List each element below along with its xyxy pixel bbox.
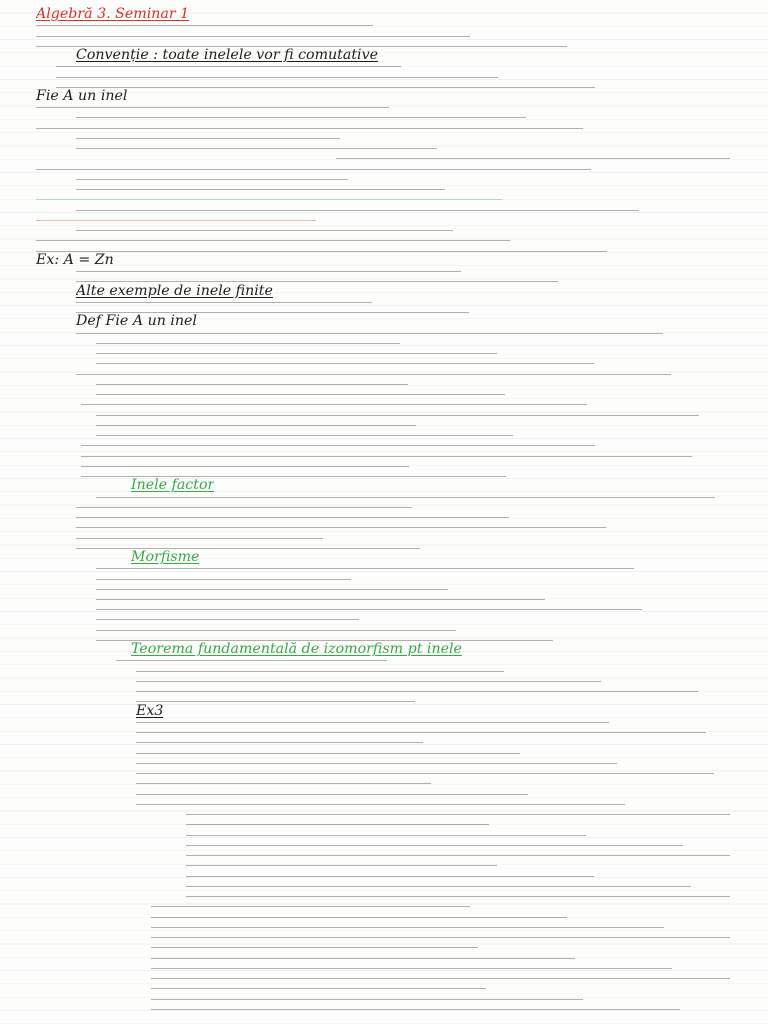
note-line: Alte exemple de inele finite <box>76 282 273 299</box>
note-line: Ex3 <box>136 702 164 719</box>
note-line: Morfisme <box>131 549 200 565</box>
illegible-note-line <box>36 242 607 258</box>
note-line: Algebră 3. Seminar 1 <box>36 6 190 22</box>
note-line: Teorema fundamentală de izomorfism pt inele <box>131 641 462 658</box>
illegible-note-line <box>136 692 415 708</box>
illegible-note-line <box>76 539 420 555</box>
note-line: Def Fie A un inel <box>76 313 197 330</box>
note-line: Ex: A = Zn <box>36 251 114 268</box>
note-line: Fie A un inel <box>36 88 128 104</box>
illegible-note-line <box>56 78 595 94</box>
note-line: Inele factor <box>131 477 215 494</box>
note-line: Convenție : toate inelele vor fi comutative <box>76 47 378 63</box>
illegible-note-line <box>151 1000 680 1016</box>
